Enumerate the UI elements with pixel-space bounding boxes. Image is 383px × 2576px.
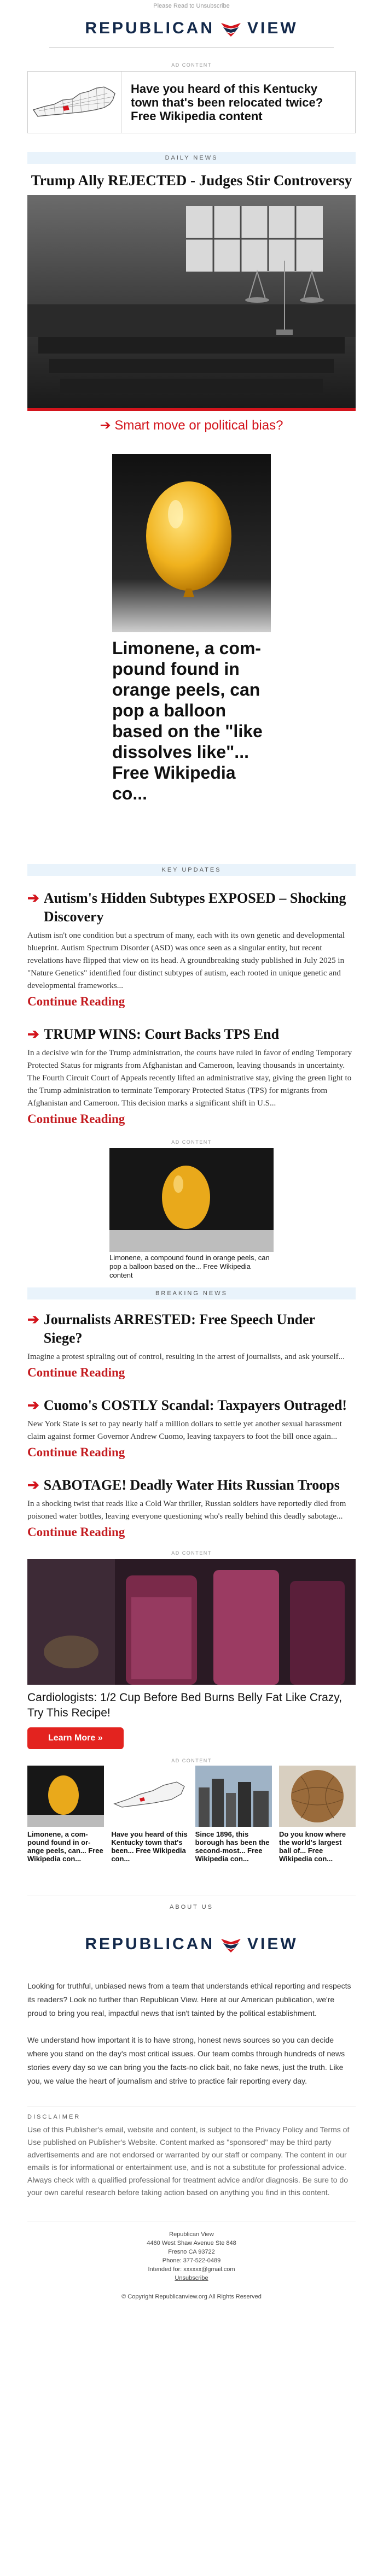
logo-text-left: REPUBLICAN [85, 19, 214, 37]
story-autism [27, 889, 356, 1009]
lead-story-link[interactable]: ➔ Smart move or political bias? [100, 418, 283, 433]
unsubscribe-link[interactable]: Unsubscribe [175, 2275, 208, 2281]
logo-text-right: VIEW [247, 19, 298, 37]
story-title[interactable]: ➔ SABOTAGE! Deadly Water Hits Russian Troops [27, 1476, 356, 1495]
ad-grid-caption: Do you know where the world's largest ball of... Free Wikipedia con... [278, 1830, 346, 1863]
logo-text-right: VIEW [247, 1935, 298, 1953]
orange-balloon-image [112, 454, 271, 632]
ad-grid-item-limonene[interactable] [27, 1766, 104, 1863]
ad-cardiologists-caption: Cardiologists: 1/2 Cup Before Bed Burns Belly Fat Like Crazy, Try This Recipe! [27, 1691, 343, 1719]
continue-reading-link[interactable]: Continue Reading [27, 1525, 125, 1539]
disclaimer [27, 2107, 356, 2199]
ad-grid-caption: Limonene, a com-pound found in or-ange peels, can... Free Wikipedia con... [27, 1830, 103, 1863]
ad-grid-caption: Since 1896, this borough has been the second-most... Free Wikipedia con... [195, 1830, 270, 1863]
story-title[interactable]: ➔ Autism's Hidden Subtypes EXPOSED – Shocking Discovery [27, 889, 356, 926]
footer-company: Republican View [169, 2231, 214, 2238]
eagle-logo-icon [219, 20, 243, 37]
footer [27, 2221, 356, 2283]
ad-label: AD CONTENT [171, 1550, 212, 1556]
story-title[interactable]: ➔ Cuomo's COSTLY Scandal: Taxpayers Outraged! [27, 1396, 356, 1415]
story-body: In a shocking twist that reads like a Cold War thriller, Russian soldiers have reportedly died from poisoned water bottles, leaving everyone questioning who's really behind this deadly sabotage... [27, 1499, 346, 1521]
about-paragraph: We understand how important it is to have strong, honest news sources so you can decide where you stand on the day's most critical issues. Our team combs through hundreds of news stories every day so we can bring you the facts-no click bait, no fake news, just the truth. Like you, we value the heart of journalism and strive to practice fair reporting every day. [27, 2036, 345, 2085]
arrow-icon: ➔ [27, 1397, 39, 1413]
ad-limonene-large-caption: Limonene, a com-pound found in orange peels, can pop a balloon based on the "like dissolves like"... Free Wikipedia co... [112, 638, 263, 803]
lead-red-divider [27, 408, 356, 411]
story-title[interactable]: ➔ Journalists ARRESTED: Free Speech Under Siege? [27, 1310, 356, 1348]
story-sabotage [27, 1476, 356, 1539]
ad-kentucky-text: Have you heard of this Kentucky town that's been relocated twice? Free Wikipedia content [131, 81, 323, 123]
section-breaking-news: BREAKING NEWS [27, 1287, 356, 1299]
about-text [27, 1979, 356, 2088]
learn-more-button[interactable]: Learn More » [27, 1727, 124, 1749]
footer-intended: Intended for: xxxxxx@gmail.com [148, 2266, 235, 2273]
ad-grid [27, 1766, 356, 1863]
ad-cardiologists[interactable] [27, 1559, 356, 1749]
city-skyline-image [195, 1766, 272, 1827]
arrow-icon: ➔ [27, 890, 39, 906]
story-tps [27, 1025, 356, 1126]
lead-story-title[interactable]: Trump Ally REJECTED - Judges Stir Controversy [31, 172, 352, 189]
eagle-logo-icon [219, 1936, 243, 1953]
continue-reading-link[interactable]: Continue Reading [27, 1445, 125, 1459]
logo-text-left: REPUBLICAN [85, 1935, 214, 1953]
orange-balloon-image [109, 1148, 274, 1252]
large-ball-image [279, 1766, 356, 1827]
header-divider [49, 47, 334, 48]
header-logo[interactable] [0, 12, 383, 45]
story-body: New York State is set to pay nearly half a million dollars to settle yet another sexual harassment claim against former Governor Andrew Cuomo, leaving taxpayers to foot the bill once again... [27, 1420, 342, 1441]
disclaimer-body: Use of this Publisher's email, website and content, is subject to the Privacy Policy and Terms of Use published on Publisher's Website. Content marked as "sponsored" may be third party advertisements and are not endorsed or warranted by our staff or company. The content in our emails is for informational or entertainment use, and is not a substitute for professional advice. Always check with a qualified professional for treatment advice and/or diagnosis. Be sure to do your own careful research before taking action based on anything you find in this content. [27, 2125, 350, 2197]
courtroom-scales-image[interactable] [27, 195, 356, 408]
ad-limonene-small-caption: Limonene, a compound found in orange peels, can pop a balloon based on the... Free Wikipedia content [109, 1254, 270, 1279]
story-body: In a decisive win for the Trump administration, the courts have ruled in favor of ending Temporary Protected Status for migrants from Afghanistan and Cameroon, leaving thousands in uncertainty. The Fourth Circuit Court of Appeals recently lifted an administrative stay, giving the green light to the Trump administration to terminate Temporary Protected Status (TPS) for migrants from Afghanistan and Cameroon. This decision marks a significant shift in U.S... [27, 1049, 352, 1108]
ad-limonene-large[interactable] [112, 454, 271, 804]
story-journalists [27, 1310, 356, 1380]
kentucky-map-image [28, 72, 122, 133]
kentucky-map-image [111, 1766, 188, 1827]
preheader [0, 0, 383, 12]
ad-grid-item-ball[interactable] [279, 1766, 356, 1863]
section-daily-news: DAILY NEWS [27, 152, 356, 164]
footer-address-line2: Fresno CA 93722 [168, 2249, 215, 2255]
story-title[interactable]: ➔ TRUMP WINS: Court Backs TPS End [27, 1025, 356, 1044]
ad-label: AD CONTENT [171, 62, 212, 68]
arrow-icon: ➔ [27, 1026, 39, 1042]
recipe-ingredients-image [27, 1559, 356, 1685]
orange-balloon-image [27, 1766, 104, 1827]
ad-label: AD CONTENT [171, 1758, 212, 1763]
arrow-icon: ➔ [27, 1477, 39, 1493]
continue-reading-link[interactable]: Continue Reading [27, 1112, 125, 1126]
footer-address-line1: 4460 West Shaw Avenue Ste 848 [147, 2240, 236, 2246]
about-logo[interactable] [0, 1928, 383, 1961]
section-key-updates: KEY UPDATES [27, 864, 356, 876]
about-paragraph: Looking for truthful, unbiased news from a team that understands ethical reporting and respects its readers? Look no further than Republican View. Here at our American publication, we're proud to bring you real, impactful news that isn't tainted by the political establishment. [27, 1981, 351, 2018]
ad-grid-item-kentucky[interactable] [111, 1766, 188, 1863]
ad-kentucky-town[interactable] [27, 71, 356, 133]
story-cuomo [27, 1396, 356, 1460]
footer-phone: Phone: 377-522-0489 [162, 2257, 221, 2264]
preheader-unsubscribe-link[interactable]: Please Read to Unsubscribe [153, 3, 230, 9]
arrow-icon: ➔ [27, 1311, 39, 1327]
ad-limonene-small[interactable] [109, 1148, 274, 1280]
ad-grid-caption: Have you heard of this Kentucky town that's been... Free Wikipedia con... [111, 1830, 188, 1863]
continue-reading-link[interactable]: Continue Reading [27, 995, 125, 1008]
story-body: Imagine a protest spiraling out of control, resulting in the arrest of journalists, and ask yourself... [27, 1352, 345, 1361]
disclaimer-heading: DISCLAIMER [27, 2114, 81, 2120]
copyright: © Copyright Republicanview.org All Rights Reserved [121, 2293, 262, 2300]
ad-grid-item-borough[interactable] [195, 1766, 272, 1863]
section-about-us: ABOUT US [27, 1896, 356, 1910]
story-body: Autism isn't one condition but a spectrum of many, each with its own genetic and developmental blueprint. Autism Spectrum Disorder (ASD) was once seen as a singular entity, but recent revelations have flipped that view on its head. A groundbreaking study published in July 2025 in "Nature Genetics" identified four distinct subtypes of autism, each rooted in unique genetic and developmental frameworks... [27, 931, 345, 990]
continue-reading-link[interactable]: Continue Reading [27, 1366, 125, 1379]
ad-label: AD CONTENT [171, 1139, 212, 1145]
